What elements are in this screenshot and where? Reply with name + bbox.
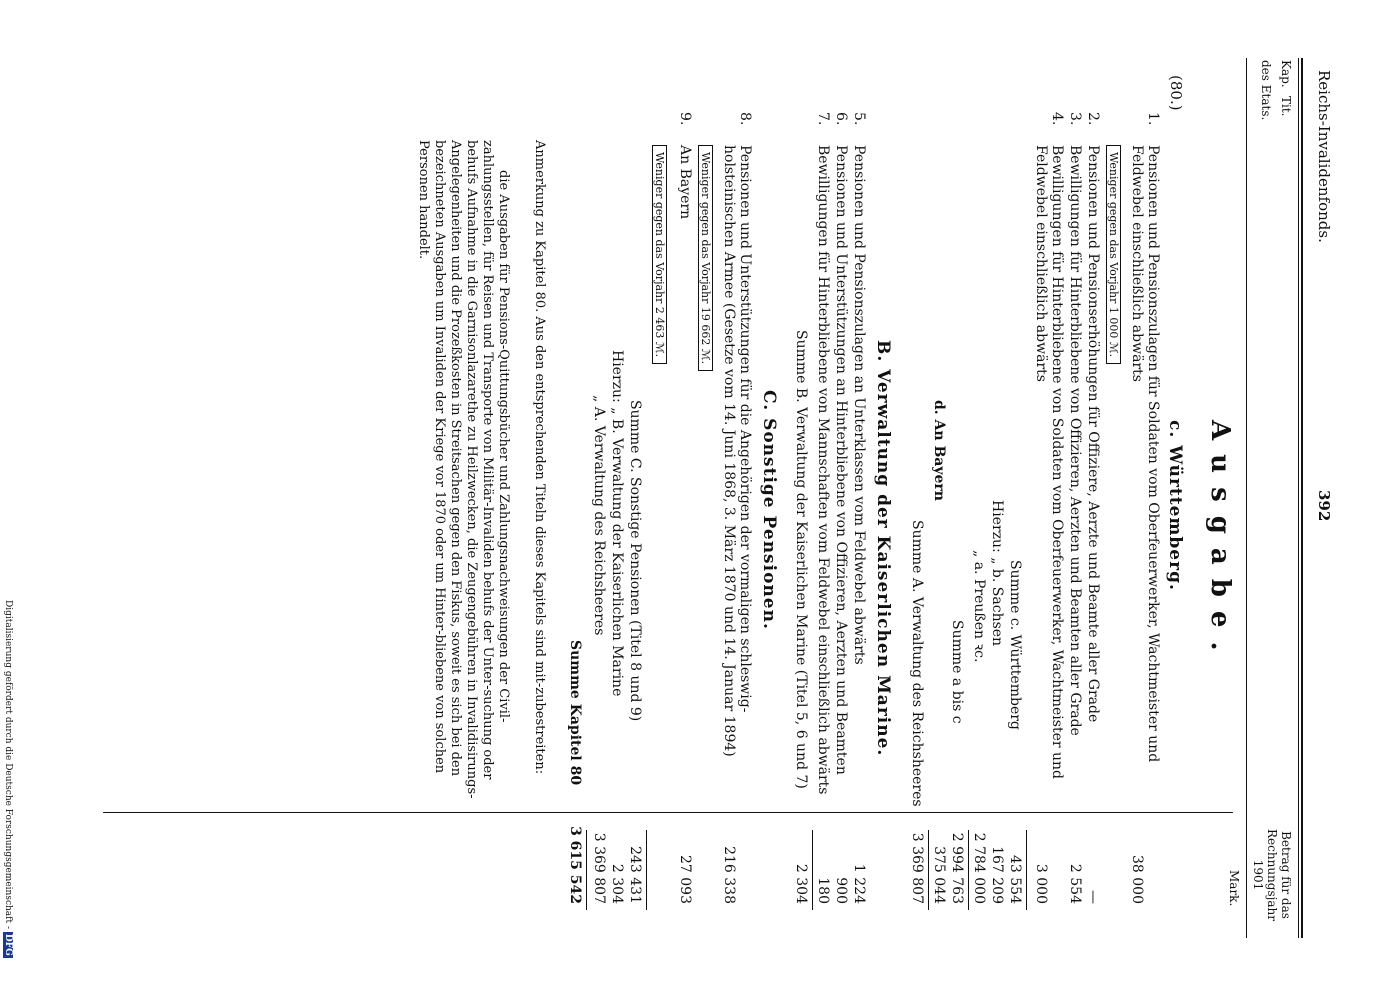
row-value: — xyxy=(1085,890,1101,904)
row-text: Summe Kapitel 80 xyxy=(567,640,583,786)
row-value: 3 000 xyxy=(1033,863,1049,904)
row-text: „ A. Verwaltung des Reichsheeres xyxy=(591,395,607,636)
row-text: Hierzu: „ B. Verwaltung der Kaiserlichen Marine xyxy=(609,350,625,697)
row-text: Pensionen und Unterstützungen für die Angehörigen der vormaligen schleswig-holsteinischen Armee (Gesetze vom 14. Juni 1868, 3. März 1870 und 14. Januar 1894) xyxy=(721,145,753,757)
row-value: 2 304 xyxy=(609,863,625,904)
row-nr: 2. xyxy=(1085,112,1101,126)
row-value: 38 000 xyxy=(1129,855,1145,904)
row-text: An Bayern xyxy=(677,145,693,220)
currency-label: Mark. xyxy=(1227,870,1241,907)
row-value: 2 784 000 xyxy=(971,832,987,904)
row-text: Summe c. Württemberg xyxy=(1007,560,1023,730)
row-nr: 6. xyxy=(833,112,849,126)
row-text: Pensionen und Pensionserhöhungen für Offiziere, Aerzte und Beamte aller Grade xyxy=(1085,145,1101,723)
row-nr: 7. xyxy=(815,112,831,126)
note-body: die Ausgaben für Pensions-Quittungsbücher und Zahlungsnachweisungen der Civil-zahlungsstellen, für Reisen und Transporte von Militär-Invaliden behufs der Unter-suchung oder behufs Aufnahme in die Garnisonlazarethe zu Heilzwecken, die Zeugengebühren in Invalidisirungs-Angelegenheiten und die Prozeßkosten in Streitsachen gegen den Fiskus, soweit es sich bei den bezeichneten Ausgaben um Invaliden der Kriege vor 1870 oder um Hinter-bliebene von solchen Personen handelt. xyxy=(416,140,511,799)
row-text: Hierzu: „ b. Sachsen xyxy=(989,500,1005,647)
row-value: 2 304 xyxy=(793,863,809,904)
section-marine: B. Verwaltung der Kaiserlichen Marine. xyxy=(873,340,893,757)
row-text: „ a. Preußen ꝛc. xyxy=(971,550,987,663)
row-value: 3 369 807 xyxy=(909,832,925,904)
row-value: 180 xyxy=(815,877,831,904)
row-text: Pensionen und Pensionszulagen an Unterklassen vom Feldwebel abwärts xyxy=(851,145,867,665)
row-nr: 3. xyxy=(1067,112,1083,126)
dfg-logo: DFG xyxy=(3,933,13,956)
row-nr: 1. xyxy=(1145,112,1161,126)
tit-label: Tit. xyxy=(1279,96,1293,117)
row-value: 2 994 763 xyxy=(949,832,965,904)
row-nr: 4. xyxy=(1049,112,1065,126)
section-wuerttemberg: c. Württemberg. xyxy=(1165,420,1185,591)
row-note: Weniger gegen das Vorjahr 19 662 ℳ. xyxy=(698,145,713,371)
row-nr: 8. xyxy=(737,112,753,126)
row-text: Summe a bis c xyxy=(949,620,965,724)
row-text: Pensionen und Unterstützungen an Hinterbliebene von Offizieren, Aerzten und Beamten xyxy=(833,145,849,775)
row-value: 43 554 xyxy=(1007,855,1023,904)
row-value: 1 224 xyxy=(851,863,867,904)
row-value: 167 209 xyxy=(989,846,1005,904)
row-nr: 5. xyxy=(851,112,867,126)
section-bayern: d. An Bayern xyxy=(931,400,947,501)
betrag-header: Betrag für das Rechnungsjahr 1901 xyxy=(1251,829,1293,921)
row-value: 27 093 xyxy=(677,855,693,904)
credit-text: Digitalisierung gefördert durch die Deutsche Forschungsgemeinschaft - xyxy=(3,600,13,929)
row-text: Summe B. Verwaltung der Kaiserlichen Marine (Titel 5, 6 und 7) xyxy=(793,330,809,789)
row-note: Weniger gegen das Vorjahr 1 000 ℳ. xyxy=(1106,145,1121,364)
row-value: 375 044 xyxy=(931,846,947,904)
row-value: 243 431 xyxy=(627,846,643,904)
row-text: Summe A. Verwaltung des Reichsheeres xyxy=(909,520,925,807)
row-text: Bewilligungen für Hinterbliebene von Soldaten vom Oberfeuerwerker, Wachtmeister und Feldwebel einschließlich abwärts xyxy=(1033,145,1065,780)
row-value: 3 369 807 xyxy=(591,832,607,904)
section-title: Ausgabe. xyxy=(1205,420,1235,665)
row-text: Bewilligungen für Hinterbliebene von Mannschaften vom Feldwebel einschließlich abwärts xyxy=(815,145,831,795)
row-text: Bewilligungen für Hinterbliebene von Offizieren, Aerzten und Beamten aller Grade xyxy=(1067,145,1083,736)
row-nr: 9. xyxy=(677,112,693,126)
row-value: 900 xyxy=(833,877,849,904)
row-value: 2 554 xyxy=(1067,863,1083,904)
row-text: Summe C. Sonstige Pensionen (Titel 8 und 9) xyxy=(627,400,643,722)
fund-title: Reichs-Invalidenfonds. xyxy=(1315,70,1333,243)
row-text: Pensionen und Pensionszulagen für Soldaten vom Oberfeuerwerker, Wachtmeister und Feldwebel einschließlich abwärts xyxy=(1129,145,1161,763)
etats-label: des Etats. xyxy=(1259,60,1273,121)
note-heading: Anmerkung zu Kapitel 80. Aus den entsprechenden Titeln dieses Kapitels sind mit-zubestreiten: xyxy=(532,140,547,775)
page-number: 392 xyxy=(1315,490,1333,522)
row-note: Weniger gegen das Vorjahr 2 463 ℳ. xyxy=(652,145,667,364)
chapter-number: (80.) xyxy=(1167,75,1185,111)
row-value: 216 338 xyxy=(721,846,737,904)
dfg-credit xyxy=(3,600,13,958)
row-value: 3 615 542 xyxy=(567,826,583,904)
section-sonstige: C. Sonstige Pensionen. xyxy=(759,390,779,630)
kap-label: Kap. xyxy=(1279,60,1293,88)
